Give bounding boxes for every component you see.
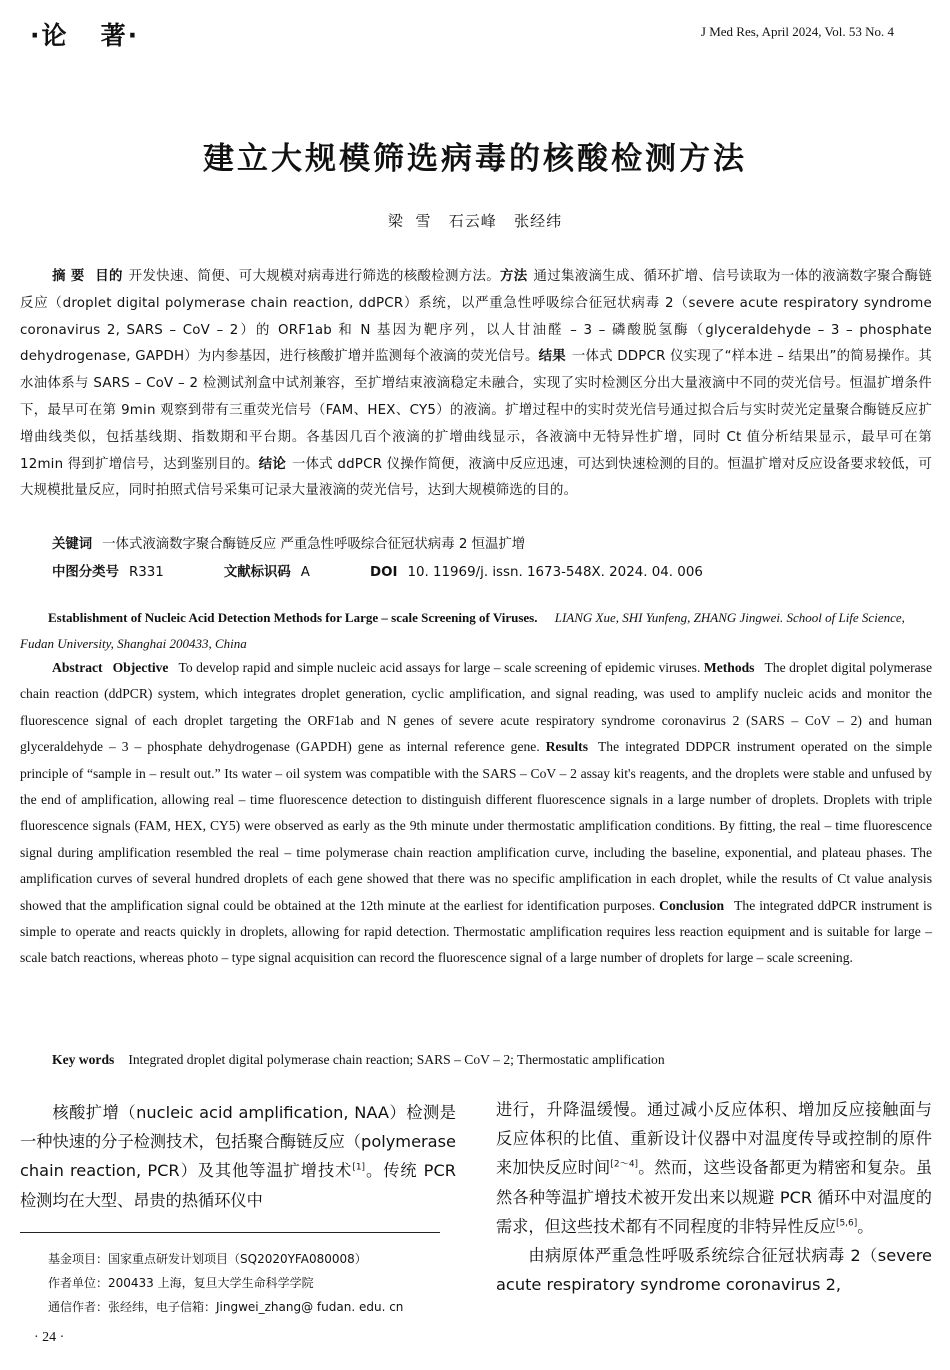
- abstract-label: 摘 要: [52, 269, 85, 284]
- conclusion-label: 结论: [258, 456, 286, 472]
- footnote-divider: [20, 1232, 440, 1233]
- funding-note: 基金项目：国家重点研发计划项目（SQ2020YFA080008）: [48, 1252, 367, 1266]
- body-left-text: 核酸扩增（nucleic acid amplification, NAA）检测是一种快速的分子检测技术，包括聚合酶链反应（polymerase chain reaction, PCR）及其他等温扩增技术: [20, 1103, 456, 1181]
- english-title-block: [20, 605, 932, 657]
- en-methods-text: The droplet digital polymerase chain reaction (ddPCR) system, which integrates droplet generation, cyclic amplification, and signal reading, was used to amplify nucleic acids and monitor the fluorescence signal of each droplet targeting the ORF1ab and N genes of severe acute respiratory syndrome coronavirus 2 (SARS – CoV – 2) and human glyceraldehyde – 3 – phosphate dehydrogenase (GAPDH) gene as internal reference gene.: [20, 660, 932, 755]
- body-right-text-b: 。然而，这些设备都更为精密和复杂。虽然各种等温扩增技术被开发出来以规避 PCR 循环中对温度的需求，但这些技术都有不同程度的非特异性反应: [496, 1158, 933, 1236]
- body-left-column: [20, 1098, 456, 1215]
- chinese-abstract: [20, 264, 932, 505]
- en-objective-label: Objective: [112, 660, 169, 675]
- en-results-label: Results: [545, 739, 588, 755]
- correspondence-note: 通信作者：张经纬，电子信箱：Jingwei_zhang@ fudan. edu. cn: [48, 1300, 404, 1314]
- citation-ref: [2～4]: [610, 1160, 639, 1171]
- results-text: 一体式 DDPCR 仪实现了“样本进 – 结果出”的简易操作。其水油体系与 SARS – CoV – 2 检测试剂盒中试剂兼容，至扩增结束液滴稳定未融合，实现了实时检测区分出大量液滴中不同的荧光信号。恒温扩增条件下，最早可在第 9min 观察到带有三重荧光信号（FAM、HEX、CY5）的液滴。扩增过程中的实时荧光信号通过拟合后与实时荧光定量聚合酶链反应扩增曲线类似，包括基线期、指数期和平台期。各基因几百个液滴的扩增曲线显示，各液滴中无特异性扩增，同时 Ct 值分析结果显示，最早可在第 12min 得到扩增信号，达到鉴别目的。: [20, 349, 932, 472]
- body-right-para-1: [496, 1095, 932, 1241]
- en-methods-label: Methods: [703, 660, 755, 675]
- doc-code-label: 文献标识码: [223, 565, 291, 580]
- en-results-text: The integrated DDPCR instrument operated on the simple principle of “sample in – result out.” Its water – oil system was compatible with the SARS – CoV – 2 assay kit's reagents, and the droplets were stable and unfused by the end of amplification, allowing real – time fluorescence detection to distinguish different fluorescence signals in a large number of droplets. Droplets with triple fluorescence signals (FAM, HEX, CY5) were observed as early as the 9th minute under thermostatic amplification conditions. By fitting, the real – time fluorescence signal during amplification resembled the real – time polymerase chain reaction amplification curve, including the baseline, exponential, and plateau phases. The amplification curves of several hundred droplets of each gene showed that there was no specific amplification in each droplet, while the results of Ct value analysis showed that the amplification signal could be obtained at the 12th minute at the earliest for identification purposes.: [20, 739, 932, 913]
- en-conclusion-label: Conclusion: [659, 897, 725, 913]
- english-keywords: [52, 1052, 665, 1068]
- methods-label: 方法: [499, 269, 528, 284]
- en-conclusion-text: The integrated ddPCR instrument is simple to operate and reacts quickly in droplets, allowing for rapid detection. Thermostatic amplification requires less reaction equipment and is suitable for large – scale batch reactions, whereas photo – type signal acquisition can record the fluorescence signal of a large number of droplets for large – scale screening.: [20, 897, 933, 966]
- article-title: 建立大规模筛选病毒的核酸检测方法: [203, 141, 747, 177]
- body-right-column: [496, 1095, 932, 1299]
- methods-text: 通过集液滴生成、循环扩增、信号读取为一体的液滴数字聚合酶链反应（droplet digital polymerase chain reaction, ddPCR）系统，以严重急性呼吸综合征冠状病毒 2（severe acute respiratory syndrome coronavirus 2, SARS – CoV – 2）的 ORF1ab 和 N 基因为靶序列，以人甘油醛 – 3 – 磷酸脱氢酶（glyceraldehyde – 3 – phosphate dehydrogenase, GAPDH）为内参基因，进行核酸扩增并监测每个液滴的荧光信号。: [20, 269, 932, 365]
- keywords-row: [52, 531, 932, 559]
- conclusion-text: 一体式 ddPCR 仪操作简便，液滴中反应迅速，可达到快速检测的目的。恒温扩增对反应设备要求较低，可大规模批量反应，同时拍照式信号采集可记录大量液滴的荧光信号，达到大规模筛选的目的。: [20, 456, 933, 499]
- clc-value: R331: [128, 565, 164, 580]
- page-number: · 24 ·: [34, 1330, 65, 1345]
- journal-citation: J Med Res, April 2024, Vol. 53 No. 4: [700, 24, 894, 39]
- keywords-label: 关键词: [52, 537, 93, 552]
- objective-text: 开发快速、简便、可大规模对病毒进行筛选的核酸检测方法。: [128, 269, 500, 284]
- author-list: 梁 雪 石云峰 张经纬: [387, 212, 563, 230]
- citation-ref: [5,6]: [835, 1218, 858, 1229]
- body-right-para-2: 由病原体严重急性呼吸系统综合征冠状病毒 2（severe acute respiratory syndrome coronavirus 2,: [496, 1246, 932, 1295]
- body-right-text-c: 。: [857, 1216, 874, 1236]
- doi-value: 10. 11969/j. issn. 1673-548X. 2024. 04. 006: [407, 565, 703, 580]
- classification-row: [52, 559, 932, 587]
- citation-ref: [1]: [352, 1163, 366, 1174]
- objective-label: 目的: [95, 269, 123, 284]
- en-abstract-label: Abstract: [52, 660, 103, 675]
- body-left-text-cont: 。传统 PCR 检测均在大型、昂贵的热循环仪中: [20, 1161, 456, 1210]
- en-keywords-label: Key words: [52, 1052, 115, 1067]
- results-label: 结果: [538, 349, 566, 365]
- section-label: ·论 著·: [30, 21, 140, 50]
- chinese-metadata: [52, 531, 932, 587]
- en-objective-text: To develop rapid and simple nucleic acid assays for large – scale screening of epidemic viruses.: [178, 660, 701, 675]
- clc-label: 中图分类号: [52, 565, 119, 580]
- affiliation-note: 作者单位：200433 上海，复旦大学生命科学学院: [48, 1276, 314, 1290]
- en-keywords-value: Integrated droplet digital polymerase chain reaction; SARS – CoV – 2; Thermostatic amplification: [128, 1052, 665, 1067]
- body-right-text: 进行，升降温缓慢。通过减小反应体积、增加反应接触面与反应体积的比值、重新设计仪器中对温度传导或控制的原件来加快反应时间: [496, 1100, 932, 1178]
- english-affiliation: School of Life Science, Fudan University, Shanghai 200433, China: [20, 610, 905, 651]
- english-title: Establishment of Nucleic Acid Detection Methods for Large – scale Screening of Viruses.: [48, 610, 538, 625]
- doc-code-value: A: [300, 565, 310, 580]
- english-abstract: [20, 655, 932, 972]
- keywords-value: 一体式液滴数字聚合酶链反应 严重急性呼吸综合征冠状病毒 2 恒温扩增: [102, 537, 526, 552]
- english-authors: LIANG Xue, SHI Yunfeng, ZHANG Jingwei.: [554, 610, 784, 625]
- doi-label: DOI: [369, 565, 398, 580]
